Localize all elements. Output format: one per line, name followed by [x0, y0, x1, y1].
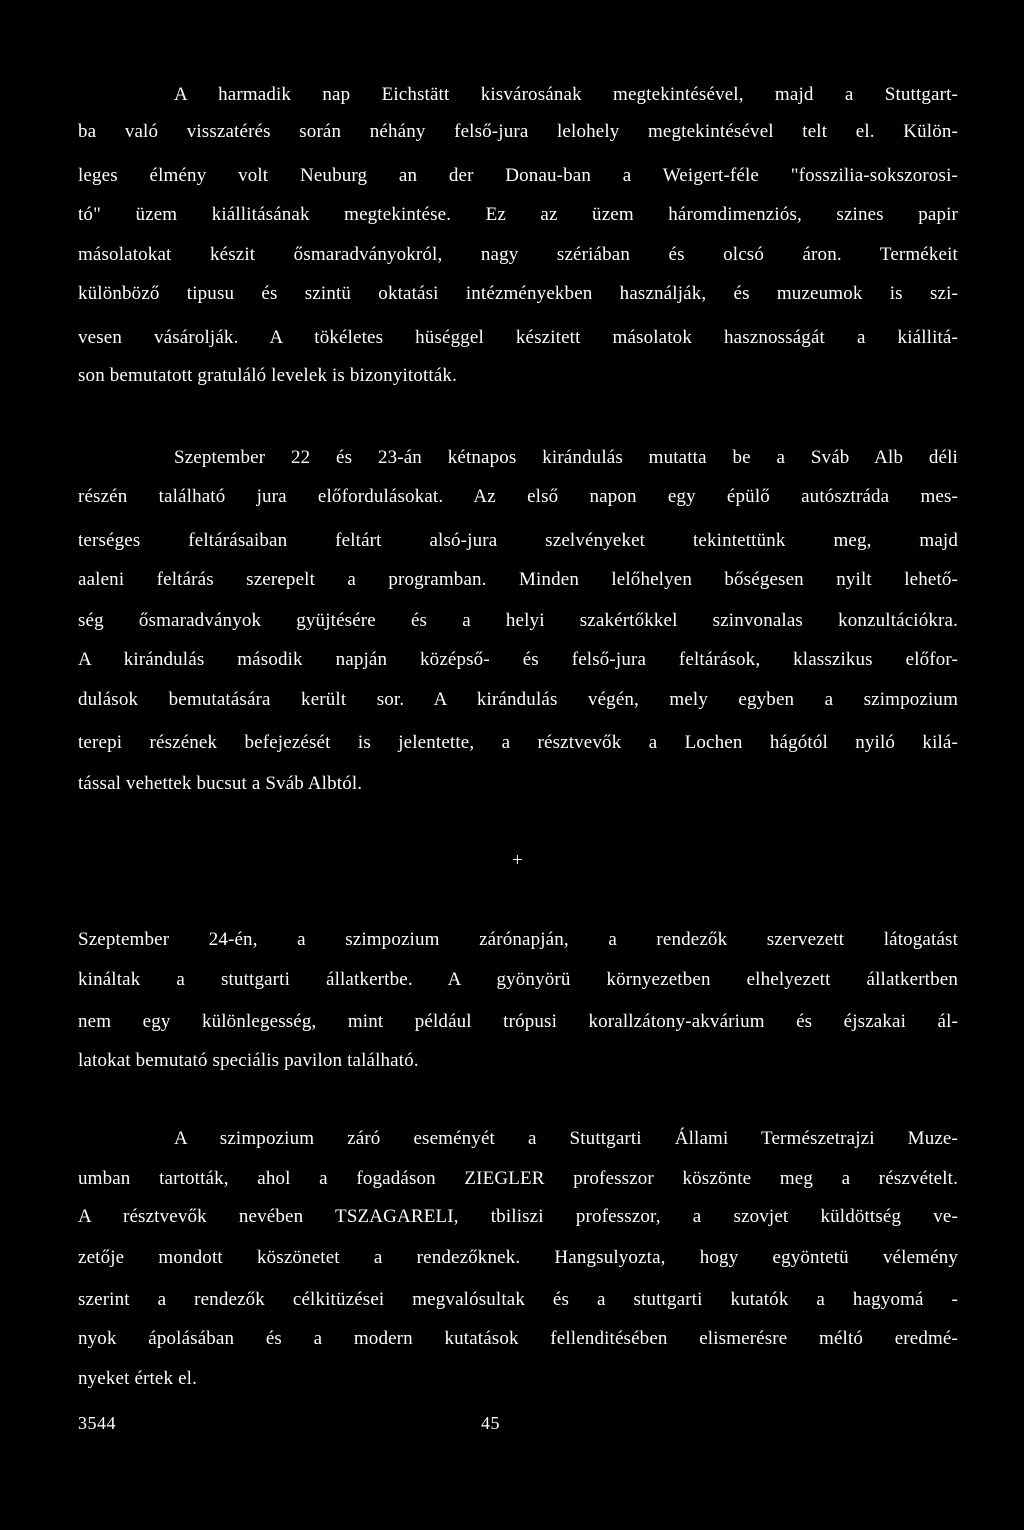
text-line: A harmadik nap Eichstätt kisvárosának megtekintésével, majd a Stuttgart- [174, 84, 958, 105]
page-number: 45 [481, 1413, 500, 1433]
text-line: ség ősmaradványok gyüjtésére és a helyi szakértőkkel szinvonalas konzultációkra. [78, 610, 958, 631]
text-line: másolatokat készit ősmaradványokról, nagy szériában és olcsó áron. Termékeit [78, 244, 958, 265]
text-line: Szeptember 22 és 23-án kétnapos kirándulás mutatta be a Sváb Alb déli [174, 447, 958, 468]
document-code: 3544 [78, 1413, 116, 1433]
text-line: szerint a rendezők célkitüzései megvalósultak és a stuttgarti kutatók a hagyomá - [78, 1289, 958, 1310]
section-separator: + [512, 850, 523, 871]
text-line: latokat bemutató speciális pavilon található. [78, 1050, 419, 1071]
text-line: son bemutatott gratuláló levelek is bizonyitották. [78, 365, 457, 386]
text-line: zetője mondott köszönetet a rendezőknek. Hangsulyozta, hogy egyöntetü vélemény [78, 1247, 958, 1268]
text-line: umban tartották, ahol a fogadáson ZIEGLER professzor köszönte meg a részvételt. [78, 1168, 958, 1189]
text-line: ba való visszatérés során néhány felső-jura lelohely megtekintésével telt el. Külön- [78, 121, 958, 142]
text-line: aaleni feltárás szerepelt a programban. Minden lelőhelyen bőségesen nyilt lehető- [78, 569, 958, 590]
text-line: leges élmény volt Neuburg an der Donau-ban a Weigert-féle "fosszilia-sokszorosi- [78, 165, 958, 186]
text-line: különböző tipusu és szintü oktatási intézményekben használják, és muzeumok is szi- [78, 283, 958, 304]
text-line: dulások bemutatására került sor. A kirándulás végén, mely egyben a szimpozium [78, 689, 958, 710]
text-line: tással vehettek bucsut a Sváb Albtól. [78, 773, 363, 794]
text-line: vesen vásárolják. A tökéletes hüséggel készitett másolatok hasznosságát a kiállitá- [78, 327, 958, 348]
text-line: nyok ápolásában és a modern kutatások fellenditésében elismerésre méltó eredmé- [78, 1328, 958, 1349]
text-line: nyeket értek el. [78, 1368, 197, 1389]
text-line: terepi részének befejezését is jelentette, a résztvevők a Lochen hágótól nyiló kilá- [78, 732, 958, 753]
text-line: A kirándulás második napján középső- és felső-jura feltárások, klasszikus előfor- [78, 649, 958, 670]
text-line: A szimpozium záró eseményét a Stuttgarti Állami Természetrajzi Muze- [174, 1128, 958, 1149]
text-line: tó" üzem kiállitásának megtekintése. Ez az üzem háromdimenziós, szines papir [78, 204, 958, 225]
text-line: kináltak a stuttgarti állatkertbe. A gyönyörü környezetben elhelyezett állatkertben [78, 969, 958, 990]
text-line: terséges feltárásaiban feltárt alsó-jura szelvényeket tekintettünk meg, majd [78, 530, 958, 551]
text-line: Szeptember 24-én, a szimpozium zárónapján, a rendezők szervezett látogatást [78, 929, 958, 950]
text-line: nem egy különlegesség, mint például trópusi korallzátony-akvárium és éjszakai ál- [78, 1011, 958, 1032]
text-line: A résztvevők nevében TSZAGARELI, tbiliszi professzor, a szovjet küldöttség ve- [78, 1206, 958, 1227]
text-line: részén található jura előfordulásokat. Az első napon egy épülő autósztráda mes- [78, 486, 958, 507]
